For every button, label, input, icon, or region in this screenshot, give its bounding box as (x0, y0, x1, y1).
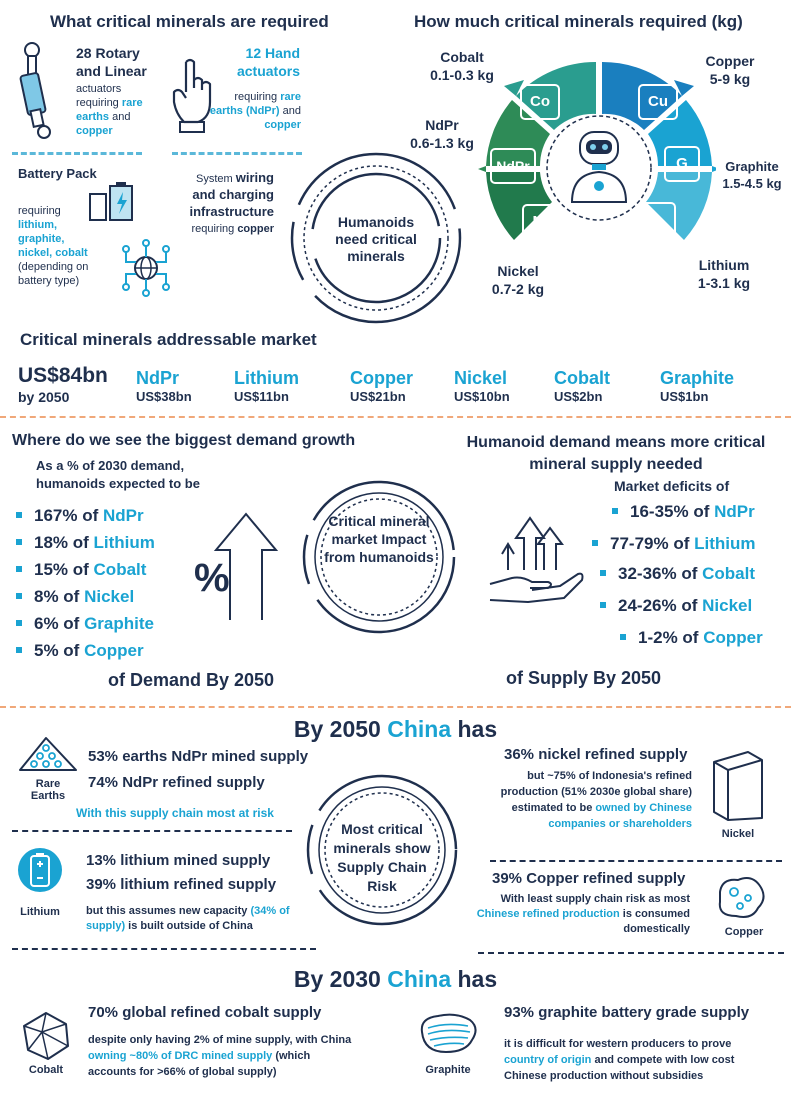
cobalt-crystal-icon (20, 1010, 72, 1062)
rare-earths-icon (16, 734, 80, 774)
cu-note: With least supply chain risk as most Chinese refined production is consumed domestically (476, 893, 690, 935)
growth-title: Where do we see the biggest demand growth (12, 432, 356, 449)
lithium-label: Lithium (20, 906, 60, 918)
ni-note: but ~75% of Indonesia's refined production (51% 2030e global share) estimated to be owned by Chinese companies or shareholders (500, 770, 692, 830)
section-divider (0, 706, 791, 708)
linear-actuator-icon (18, 40, 70, 140)
humanoids-center-text: Humanoids need critical minerals (335, 214, 417, 264)
growth-row: 6% of Graphite (16, 614, 155, 641)
divider (12, 152, 142, 155)
copper-symbol: Cu (638, 84, 678, 120)
divider (490, 860, 782, 862)
rotary-text: actuators requiring rare earths and copper (76, 83, 143, 137)
percent-symbol: % (194, 556, 230, 600)
divider (12, 830, 292, 832)
nickel-icon (708, 748, 768, 824)
supply-row: 32-36% of Cobalt (600, 564, 755, 591)
growth-subtitle: As a % of 2030 demand, humanoids expected to be (36, 458, 200, 491)
market-item-graphite: Graphite US$1bn (660, 368, 735, 404)
growth-list (16, 506, 155, 668)
market-item-lithium: Lithium US$11bn (234, 368, 299, 404)
gr-line: 93% graphite battery grade supply (504, 1004, 750, 1021)
section-divider (0, 416, 791, 418)
divider (172, 152, 302, 155)
supply-footer: of Supply By 2050 (506, 668, 662, 688)
co-note: despite only having 2% of mine supply, with China owning ~80% of DRC mined supply (which accounts for >66% of global supply) (88, 1034, 352, 1078)
lithium-amount: Lithium 1-3.1 kg (697, 257, 751, 291)
supply-row: 77-79% of Lithium (592, 534, 756, 561)
required-title: What critical minerals are required (50, 12, 329, 31)
re-line2: 74% NdPr refined supply (88, 774, 265, 791)
rare-earths-label: Rare Earths (30, 778, 66, 802)
li-line1: 13% lithium mined supply (86, 852, 271, 869)
li-note: but this assumes new capacity (34% of supply) is built outside of China (86, 905, 290, 932)
hand-title: 12 Hand actuators (236, 45, 300, 79)
rotary-title: 28 Rotary and Linear (76, 45, 147, 79)
growth-footer: of Demand By 2050 (108, 670, 275, 690)
re-note: With this supply chain most at risk (76, 806, 274, 820)
hand-arrows-icon (488, 514, 588, 604)
supply-row: 1-2% of Copper (620, 628, 763, 655)
ni-line: 36% nickel refined supply (504, 746, 688, 763)
hand-text: requiring rare earths (NdPr) and copper (209, 91, 301, 131)
supply-subtitle: Market deficits of (614, 478, 730, 494)
cu-line: 39% Copper refined supply (492, 870, 686, 887)
supply-row: 16-35% of NdPr (612, 502, 755, 529)
re-line1: 53% earths NdPr mined supply (88, 748, 309, 765)
market-item-ndpr: NdPr US$38bn (136, 368, 192, 404)
growth-row: 8% of Nickel (16, 587, 155, 614)
nickel-amount: Nickel 0.7-2 kg (491, 263, 545, 297)
china-2050-title: By 2050 China has (293, 716, 498, 742)
battery-text: requiring lithium, graphite, nickel, cobalt (depending on battery type) (18, 205, 89, 287)
growth-row: 167% of NdPr (16, 506, 155, 533)
copper-label: Copper (724, 926, 764, 938)
market-total: US$84bn (18, 364, 108, 387)
graphite-icon (416, 1010, 480, 1058)
lithium-battery-icon (16, 846, 64, 894)
growth-row: 15% of Cobalt (16, 560, 155, 587)
divider (12, 948, 316, 950)
market-total-sub: by 2050 (18, 389, 70, 405)
market-title: Critical minerals addressable market (20, 330, 317, 349)
battery-title: Battery Pack (18, 166, 97, 181)
growth-row: 5% of Copper (16, 641, 155, 668)
supply-row: 24-26% of Nickel (600, 596, 752, 623)
divider (478, 952, 784, 954)
amounts-title: How much critical minerals required (kg) (414, 12, 743, 31)
wiring-text: System wiring and charging infrastructure requiring copper (189, 170, 274, 235)
graphite-symbol: G (664, 146, 700, 182)
supply-title: Humanoid demand means more critical mineral supply needed (466, 434, 766, 473)
li-line2: 39% lithium refined supply (86, 876, 277, 893)
globe-network-icon (116, 238, 176, 298)
nickel-symbol: Ni (522, 204, 558, 240)
copper-amount: Copper 5-9 kg (705, 53, 755, 87)
cobalt-symbol: Co (520, 84, 560, 120)
market-impact-center-text: Critical mineral market Impact from humanoids (324, 513, 434, 565)
lithium-symbol: L (640, 202, 676, 238)
graphite-label: Graphite (425, 1064, 471, 1076)
market-item-nickel: Nickel US$10bn (454, 368, 510, 404)
market-item-cobalt: Cobalt US$2bn (554, 368, 610, 404)
gr-note: it is difficult for western producers to prove country of origin and compete with low cost Chinese production without subsidies (504, 1038, 735, 1082)
nickel-label: Nickel (721, 828, 755, 840)
cobalt-label: Cobalt (28, 1064, 64, 1076)
graphite-amount: Graphite 1.5-4.5 kg (722, 159, 782, 191)
ndpr-amount: NdPr 0.6-1.3 kg (410, 117, 474, 151)
market-item-copper: Copper US$21bn (350, 368, 413, 404)
china-2030-title: By 2030 China has (293, 966, 498, 992)
copper-nugget-icon (712, 872, 768, 922)
supply-risk-center-text: Most critical minerals show Supply Chain Risk (333, 821, 431, 894)
ndpr-symbol: NdPr (490, 148, 536, 184)
co-line: 70% global refined cobalt supply (88, 1004, 322, 1021)
cobalt-amount: Cobalt 0.1-0.3 kg (430, 49, 494, 83)
growth-row: 18% of Lithium (16, 533, 155, 560)
battery-icon (88, 182, 140, 226)
